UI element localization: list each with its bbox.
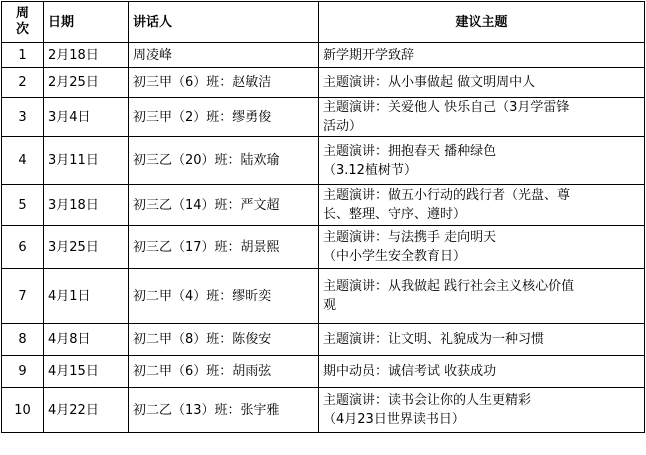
topic-cell bbox=[319, 137, 645, 185]
speaker-cell: 初二甲（8）班：陈俊安 bbox=[129, 324, 319, 356]
date-cell: 3月11日 bbox=[44, 137, 129, 185]
date-cell: 4月8日 bbox=[44, 324, 129, 356]
date-cell: 4月22日 bbox=[44, 388, 129, 433]
week-cell: 1 bbox=[2, 43, 44, 68]
table-row bbox=[2, 388, 645, 433]
header-date: 日期 bbox=[44, 2, 129, 43]
topic-line: 主题演讲：做五小行动的践行者（光盘、尊 bbox=[323, 188, 571, 203]
speaker-cell: 初二乙（13）班：张宇雅 bbox=[129, 388, 319, 433]
speaker-cell: 周凌峰 bbox=[129, 43, 319, 68]
topic-line: （3.12植树节） bbox=[323, 162, 417, 178]
speaker-cell: 初三乙（14）班：严文超 bbox=[129, 185, 319, 226]
topic-line: 新学期开学致辞 bbox=[323, 47, 415, 63]
topic-line: 主题演讲：读书会让你的人生更精彩 bbox=[323, 393, 532, 408]
table-row bbox=[2, 68, 645, 98]
week-cell: 10 bbox=[2, 388, 44, 433]
date-cell: 3月25日 bbox=[44, 226, 129, 269]
table-row bbox=[2, 324, 645, 356]
topic-line: （4月23日世界读书日） bbox=[323, 412, 465, 427]
speaker-cell: 初二甲（6）班：胡雨弦 bbox=[129, 356, 319, 388]
header-row bbox=[2, 2, 645, 43]
topic-cell bbox=[319, 356, 645, 388]
week-cell: 8 bbox=[2, 324, 44, 356]
topic-cell bbox=[319, 68, 645, 98]
topic-line: 主题演讲：与法携手 走向明天 bbox=[323, 230, 497, 245]
week-cell: 5 bbox=[2, 185, 44, 226]
date-cell: 4月1日 bbox=[44, 269, 129, 324]
topic-line: 主题演讲：从我做起 践行社会主义核心价值 bbox=[323, 279, 575, 294]
week-cell: 6 bbox=[2, 226, 44, 269]
topic-line: 主题演讲：从小事做起 做文明周中人 bbox=[323, 75, 536, 90]
topic-cell bbox=[319, 324, 645, 356]
date-cell: 2月25日 bbox=[44, 68, 129, 98]
topic-line: 主题演讲：关爱他人 快乐自己（3月学雷锋 bbox=[323, 100, 570, 115]
week-cell: 2 bbox=[2, 68, 44, 98]
table-row bbox=[2, 98, 645, 137]
week-cell: 4 bbox=[2, 137, 44, 185]
header-week bbox=[2, 2, 44, 43]
table-row bbox=[2, 137, 645, 185]
table-row bbox=[2, 226, 645, 269]
table-row bbox=[2, 185, 645, 226]
speaker-cell: 初二甲（4）班：缪昕奕 bbox=[129, 269, 319, 324]
topic-cell bbox=[319, 269, 645, 324]
speaker-cell: 初三乙（17）班：胡景熙 bbox=[129, 226, 319, 269]
topic-line: 主题演讲：让文明、礼貌成为一种习惯 bbox=[323, 332, 545, 347]
date-cell: 4月15日 bbox=[44, 356, 129, 388]
speaker-cell: 初三乙（20）班：陆欢瑜 bbox=[129, 137, 319, 185]
topic-line: 期中动员：诚信考试 收获成功 bbox=[323, 364, 497, 379]
header-speaker: 讲话人 bbox=[129, 2, 319, 43]
topic-cell bbox=[319, 388, 645, 433]
week-cell: 9 bbox=[2, 356, 44, 388]
table-row bbox=[2, 43, 645, 68]
topic-line: 活动） bbox=[323, 119, 363, 134]
date-cell: 2月18日 bbox=[44, 43, 129, 68]
speaker-cell: 初三甲（2）班：缪勇俊 bbox=[129, 98, 319, 137]
week-cell: 3 bbox=[2, 98, 44, 137]
date-cell: 3月4日 bbox=[44, 98, 129, 137]
speaker-cell: 初三甲（6）班：赵敏洁 bbox=[129, 68, 319, 98]
topic-cell bbox=[319, 43, 645, 68]
header-week-line1: 周 bbox=[15, 6, 29, 21]
table-row bbox=[2, 269, 645, 324]
topic-line: 主题演讲：拥抱春天 播种绿色 bbox=[323, 143, 497, 159]
topic-cell bbox=[319, 226, 645, 269]
header-topic: 建议主题 bbox=[319, 2, 645, 43]
topic-line: （中小学生安全教育日） bbox=[323, 249, 467, 264]
header-week-line2: 次 bbox=[15, 22, 29, 37]
topic-line: 长、整理、守序、遵时） bbox=[323, 207, 467, 222]
week-cell: 7 bbox=[2, 269, 44, 324]
topic-cell bbox=[319, 98, 645, 137]
topic-line: 观 bbox=[323, 298, 337, 313]
schedule-table bbox=[1, 1, 645, 433]
date-cell: 3月18日 bbox=[44, 185, 129, 226]
topic-cell bbox=[319, 185, 645, 226]
table-row bbox=[2, 356, 645, 388]
